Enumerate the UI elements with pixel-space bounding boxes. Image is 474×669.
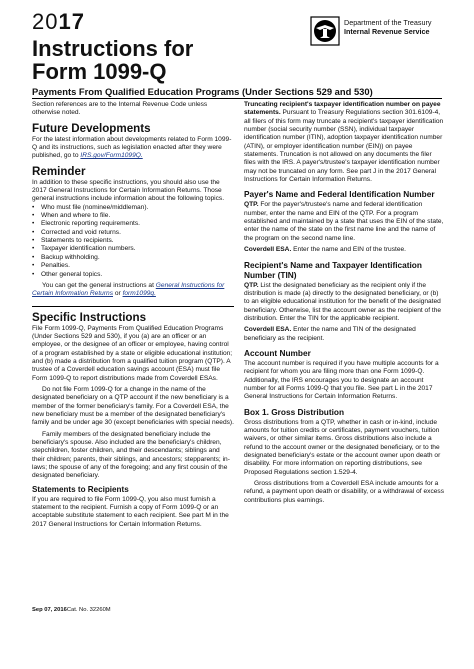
recipient-heading: Recipient's Name and Taxpayer Identification Number (TIN) (244, 259, 422, 280)
list-item: • Electronic reporting requirements. (32, 220, 234, 228)
account-number-heading: Account Number (244, 347, 311, 358)
payer-qtp-text: QTP. For the payer's/trustee's name and federal identification number, enter the name and EIN of the QTP. For a program established and maintained by a state that uses the EIN of the state, enter the name of the state on the first name line and the name of the program on the second name line. (244, 201, 444, 242)
irs-eagle-logo-icon (310, 16, 340, 46)
page-footer (32, 607, 111, 614)
document-title (32, 37, 193, 83)
agency-department: Department of the Treasury (344, 18, 432, 27)
payer-esa-text: Coverdell ESA. Enter the name and EIN of the trustee. (244, 246, 407, 254)
general-instructions-text: You can get the general instructions at General Instructions for Certain Information Returns or form1099q. (32, 281, 225, 298)
right-column (244, 101, 444, 505)
document-subtitle: Payments From Qualified Education Programs (Under Sections 529 and 530) (32, 86, 373, 97)
subtitle-divider (32, 98, 442, 99)
specific-paragraph-2: Do not file Form 1099-Q for a change in the name of the designated beneficiary on a QTP account if the new beneficiary is a member of the former beneficiary's family. For a Coverdell ESA, the new beneficiary must be a member of the designated beneficiary's family and be under age 30 (except beneficiaries with special needs). (32, 385, 234, 427)
list-item: • Backup withholding. (32, 254, 234, 262)
payer-heading: Payer's Name and Federal Identification Number (244, 189, 435, 200)
agency-irs: Internal Revenue Service (344, 27, 430, 36)
future-developments-text: For the latest information about developments related to Form 1099-Q and its instructions, such as legislation enacted after they were published, go to IRS.gov/Form1099Q. (32, 135, 232, 160)
list-item: • Other general topics. (32, 271, 234, 279)
form1099q-link[interactable]: form1099q. (122, 290, 156, 298)
future-link[interactable]: IRS.gov/Form1099Q. (80, 152, 143, 160)
catalog-number: Cat. No. 32260M (66, 607, 111, 613)
left-column (32, 101, 234, 529)
list-item: • Statements to recipients. (32, 237, 234, 245)
list-item: • Penalties. (32, 262, 234, 270)
account-number-text: The account number is required if you have multiple accounts for a recipient for whom you are filing more than one Form 1099-Q. Additionally, the IRS encourages you to designate an account number for all Forms 1099-Q that you file. See part L in the 2017 General Instructions for Certain Information Returns. (244, 359, 439, 401)
statements-heading: Statements to Recipients (32, 484, 129, 494)
title-line-2: Form 1099-Q (32, 59, 167, 84)
specific-instructions-heading: Specific Instructions (32, 310, 147, 324)
box1-paragraph-2: Gross distributions from a Coverdell ESA include amounts for a refund, a payment upon death or disability, or a withdrawal of excess contributions plus earnings. (244, 480, 444, 504)
title-line-1: Instructions for (32, 36, 194, 61)
specific-paragraph-1: File Form 1099-Q, Payments From Qualified Education Programs (Under Sections 529 and 530), if you (a) are an officer or an employee, or the designee of an officer or employee, having control of a program established by a state or eligible educational institution; and (b) made a distribution from a qualified tuition program (QTP). A trustee of a Coverdell education savings account (ESA) must file Form 1099-Q to report distributions made from Coverdell ESAs. (32, 324, 233, 382)
reminder-text: In addition to these specific instructions, you should also use the 2017 General Instructions for Certain Information Returns. Those general instructions include information about the following topics. (32, 178, 225, 203)
general-instructions-link[interactable]: General Instructions for Certain Information Returns (32, 281, 225, 298)
list-item: • Taxpayer identification numbers. (32, 245, 234, 253)
list-item: • Corrected and void returns. (32, 229, 234, 237)
box1-heading: Box 1. Gross Distribution (244, 406, 345, 417)
list-item: • When and where to file. (32, 212, 234, 220)
box1-paragraph-1: Gross distributions from a QTP, whether in cash or in-kind, include amounts for tuition credits or certificates, payment vouchers, tuition waivers, or other similar items. Gross distributions also include a refund to the account owner or the designated beneficiary, or to the designated beneficiary's estate or the account owner upon death or disability. For more information on reporting distributions, see Proposed Regulations section 1.529-4. (244, 418, 441, 476)
recipient-esa-text: Coverdell ESA. Enter the name and TIN of the designated beneficiary as the recipient. (244, 326, 416, 342)
intro-text: Section references are to the Internal Revenue Code unless otherwise noted. (32, 101, 208, 117)
tax-year: 2017 (32, 9, 85, 34)
reminder-heading: Reminder (32, 164, 86, 178)
statements-text: If you are required to file Form 1099-Q, you also must furnish a statement to the recipient. Furnish a copy of Form 1099-Q or an acceptable substitute statement to each recipient. See part M in the 2017 General Instructions for Certain Information Returns. (32, 495, 229, 528)
truncation-text: Truncating recipient's taxpayer identification number on payee statements. Pursuant to Treasury Regulations section 301.6109-4, all filers of this form may truncate a recipient's taxpayer identification number (social security number (SSN), individual taxpayer identification number (ITIN), adoption taxpayer identification number (ATIN), or employer identification number (EIN)) on payee statements. Truncation is not allowed on any documents the filer files with the IRS. A payer's/trustee's taxpayer identification number may not be truncated on any form. See part J in the 2017 General Instructions for Certain Information Returns. (244, 101, 444, 184)
revision-date: Sep 07, 2016 (32, 607, 67, 613)
agency-block (310, 16, 450, 46)
section-divider (32, 306, 234, 307)
future-developments-heading: Future Developments (32, 121, 151, 135)
recipient-qtp-text: QTP. List the designated beneficiary as the recipient only if the distribution is made (a) directly to the designated beneficiary, or (b) to an eligible educational institution for the benefit of the designated beneficiary. Otherwise, list the account owner as the recipient of the distribution. Enter the TIN for the applicable recipient. (244, 281, 442, 322)
list-item: • Who must file (nominee/middleman). (32, 204, 234, 212)
specific-paragraph-3: Family members of the designated beneficiary include the beneficiary's spouse. Also included are the beneficiary's children, stepchildren, foster children, and their descendants; siblings and their children; parents, their siblings, and ancestors; stepparents; in-laws; the spouse of any of the foregoing; and any first cousin of the designated beneficiary. (32, 430, 230, 480)
topics-list (32, 204, 234, 279)
